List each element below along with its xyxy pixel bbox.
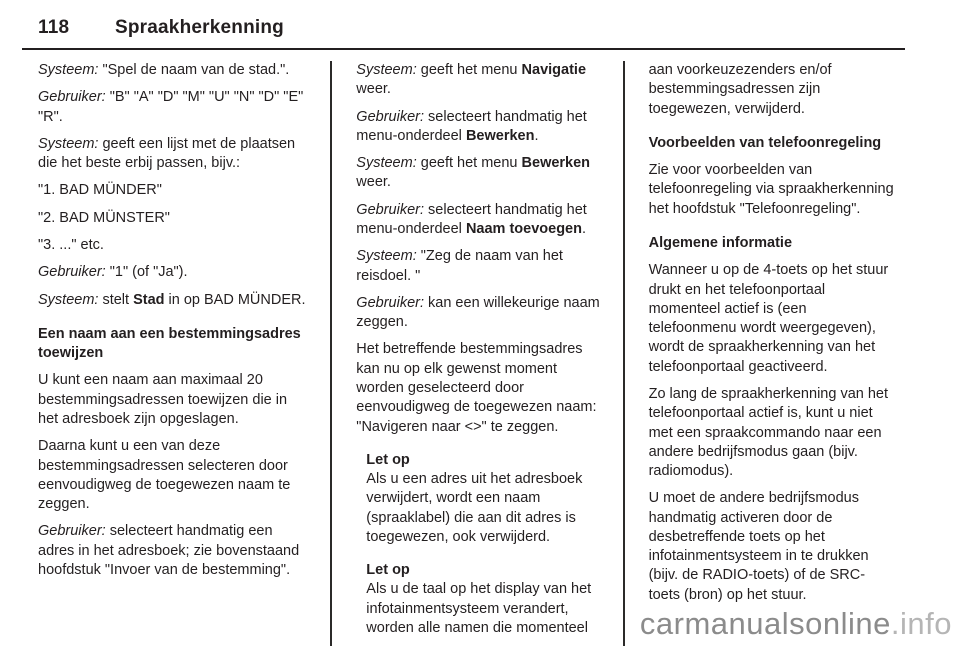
text-run: "1. BAD MÜNDER" (38, 182, 162, 199)
paragraph (649, 385, 895, 481)
text-run: Systeem: (38, 291, 99, 308)
text-run: geeft het menu (416, 62, 522, 78)
paragraph (356, 108, 602, 147)
text-run: selecteert handmatig het menu-onderdeel (356, 201, 587, 237)
paragraph (356, 294, 602, 333)
note-block (356, 561, 602, 638)
page-number: 118 (38, 17, 70, 38)
text-run: Zo lang de spraakherkenning van het telefoonportaal actief is, kunt u niet met een spraakcommando naar een andere bedrijfsmodus gaan (bijv. radiomodus). (648, 385, 889, 480)
text-run: Daarna kunt u een van deze bestemmingsadressen selecteren door eenvoudigweg de toegewezen naam te zeggen. (38, 438, 291, 513)
text-run: Systeem: (38, 62, 99, 78)
paragraph (649, 261, 895, 377)
text-run: "Zeg de naam van het reisdoel. " (356, 248, 563, 284)
paragraph (356, 247, 602, 286)
chapter-title: Spraakherkenning (115, 17, 284, 38)
text-run: Voorbeelden van telefoonregeling (648, 134, 882, 151)
column-2 (330, 61, 622, 646)
text-run: Stad (133, 291, 165, 308)
text-run: U kunt een naam aan maximaal 20 bestemmingsadressen toewijzen die in het adresboek zijn opgeslagen. (38, 372, 288, 427)
paragraph (649, 61, 895, 119)
text-run: Systeem: (356, 155, 417, 172)
text-run: Systeem: (356, 248, 417, 265)
text-run: Algemene informatie (648, 234, 793, 251)
text-run: weer. (356, 81, 391, 98)
section-heading (649, 134, 895, 153)
text-run: Gebruiker: (38, 89, 106, 106)
paragraph (356, 201, 602, 240)
column-1 (38, 61, 330, 646)
paragraph (356, 154, 602, 193)
text-run: "B" "A" "D" "M" "U" "N" "D" "E" "R". (38, 89, 304, 125)
paragraph (356, 340, 602, 436)
text-run: Zie voor voorbeelden van telefoonregeling via spraakherkenning het hoofdstuk "Telefoonregeling". (648, 162, 894, 217)
text-run: Gebruiker: (38, 264, 106, 281)
text-run: Gebruiker: (356, 108, 424, 125)
paragraph (38, 135, 310, 174)
watermark-tld: .info (890, 606, 952, 641)
text-run: U moet de andere bedrijfsmodus handmatig activeren door de desbetreffende toets op het infotainmentsysteem in te drukken (bijv. de RADIO-toets) of de SRC-toets (bron) op het stuur. (648, 490, 869, 603)
text-run: Wanneer u op de 4-toets op het stuur drukt en het telefoonportaal momenteel actief is (een telefoonmenu wordt weergegeven), wordt de spraakherkenning van het telefoonportaal geactiveerd. (648, 262, 889, 375)
text-run: Bewerken (521, 155, 591, 172)
text-run: selecteert handmatig het menu-onderdeel (356, 108, 587, 144)
text-columns (38, 61, 915, 646)
text-run: selecteert handmatig een adres in het adresboek; zie bovenstaand hoofdstuk "Invoer van de bestemming". (38, 523, 300, 578)
paragraph (356, 61, 602, 100)
text-run: Bewerken (465, 127, 535, 144)
text-run: Gebruiker: (356, 201, 424, 218)
text-run: geeft het menu (416, 155, 522, 172)
text-run: . (534, 127, 539, 144)
paragraph (38, 291, 310, 310)
paragraph (38, 263, 310, 282)
note-block (356, 451, 602, 547)
text-run: kan een willekeurige naam zeggen. (356, 294, 600, 331)
paragraph (38, 88, 310, 127)
paragraph (649, 161, 895, 219)
text-run: "2. BAD MÜNSTER" (38, 209, 170, 226)
text-run: "1" (of "Ja"). (105, 264, 188, 281)
page-header (0, 0, 960, 39)
text-run: Naam toevoegen (465, 220, 582, 237)
text-run: weer. (356, 174, 391, 191)
paragraph (38, 209, 310, 228)
paragraph (38, 522, 310, 580)
column-3 (623, 61, 915, 646)
text-run: Het betreffende bestemmingsadres kan nu op elk gewenst moment worden geselecteerd door eenvoudigweg de toegewezen naam: "Navigeren naar <>" te zeggen. (356, 341, 597, 435)
note-title: Let op (366, 562, 410, 579)
text-run: . (581, 220, 587, 237)
section-heading (649, 234, 895, 253)
watermark-main: carmanualsonline (639, 606, 891, 641)
note-title: Let op (366, 451, 410, 468)
text-run: Als u de taal op het display van het infotainmentsysteem verandert, worden alle namen die momenteel (366, 581, 592, 637)
paragraph (38, 236, 310, 255)
text-run: Gebruiker: (38, 523, 106, 540)
text-run: stelt (98, 291, 134, 308)
section-heading (38, 325, 310, 364)
text-run: "3. ..." etc. (38, 236, 104, 253)
text-run: Navigatie (521, 62, 587, 78)
header-divider (22, 48, 905, 50)
paragraph (38, 61, 310, 80)
watermark (640, 606, 952, 642)
text-run: Systeem: (38, 135, 99, 152)
text-run: aan voorkeuzezenders en/of bestemmingsadressen zijn toegewezen, verwijderd. (648, 62, 832, 117)
paragraph (649, 489, 895, 605)
text-run: Systeem: (356, 62, 417, 78)
text-run: Als u een adres uit het adresboek verwijdert, wordt een naam (spraaklabel) die aan dit adres is toegewezen, ook verwijderd. (366, 471, 583, 545)
paragraph (38, 181, 310, 200)
paragraph (38, 371, 310, 429)
text-run: "Spel de naam van de stad.". (98, 62, 290, 78)
paragraph (38, 437, 310, 514)
text-run: Een naam aan een bestemmingsadres toewijzen (38, 325, 301, 362)
text-run: Gebruiker: (356, 294, 424, 311)
text-run: geeft een lijst met de plaatsen die het beste erbij passen, bijv.: (38, 135, 296, 172)
text-run: in op BAD MÜNDER. (164, 291, 306, 308)
